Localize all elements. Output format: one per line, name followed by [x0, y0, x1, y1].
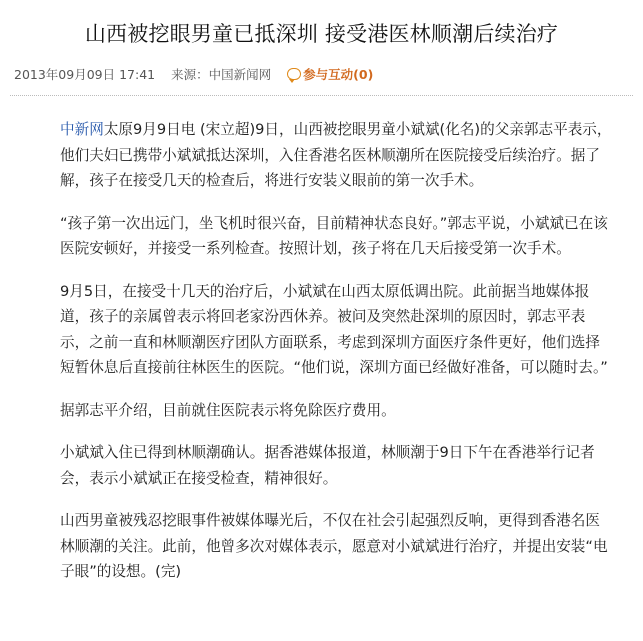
comment-icon[interactable]	[287, 68, 301, 80]
paragraph: 山西男童被残忍挖眼事件被媒体曝光后，不仅在社会引起强烈反响，更得到香港名医林顺潮的关注。此前，他曾多次对媒体表示，愿意对小斌斌进行治疗，并提出安装“电子眼”的设想。(完)	[60, 512, 608, 580]
interact-count[interactable]: (0)	[353, 67, 374, 82]
paragraph: 9月5日，在接受十几天的治疗后，小斌斌在山西太原低调出院。此前据当地媒体报道，孩子的亲属曾表示将回老家汾西休养。被问及突然赴深圳的原因时，郭志平表示，之前一直和林顺潮医疗团队方面联系，考虑到深圳方面医疗条件更好，他们选择短暂休息后直接前往林医生的医院。“他们说，深圳方面已经做好准备，可以随时去。”	[60, 282, 608, 376]
paragraph: “孩子第一次出远门，坐飞机时很兴奋，目前精神状态良好。”郭志平说，小斌斌已在该医院安顿好，并接受一系列检查。按照计划，孩子将在几天后接受第一次手术。	[60, 214, 608, 257]
article-title: 山西被挖眼男童已抵深圳 接受港医林顺潮后续治疗	[84, 22, 559, 46]
paragraph: 小斌斌入住已得到林顺潮确认。据香港媒体报道，林顺潮于9日下午在香港举行记者会，表示小斌斌正在接受检查，精神很好。	[60, 444, 595, 487]
publish-date: 2013年09月09日 17:41	[14, 67, 156, 82]
source-label: 来源：	[171, 67, 209, 82]
source-name[interactable]: 中国新闻网	[208, 67, 272, 82]
meta-divider	[10, 95, 633, 96]
article-meta	[14, 65, 373, 83]
paragraph: 据郭志平介绍，目前就住医院表示将免除医疗费用。	[60, 401, 396, 419]
interact-link[interactable]: 参与互动	[303, 67, 354, 82]
news-source-link[interactable]: 中新网	[60, 121, 104, 138]
article-body	[60, 117, 612, 602]
paragraph: 中新网太原9月9日电 (宋立超)9日，山西被挖眼男童小斌斌(化名)的父亲郭志平表示，他们夫妇已携带小斌斌抵达深圳，入住香港名医林顺潮所在医院接受后续治疗。据了解，孩子在接受几天的检查后，将进行安装义眼前的第一次手术。	[60, 121, 612, 189]
